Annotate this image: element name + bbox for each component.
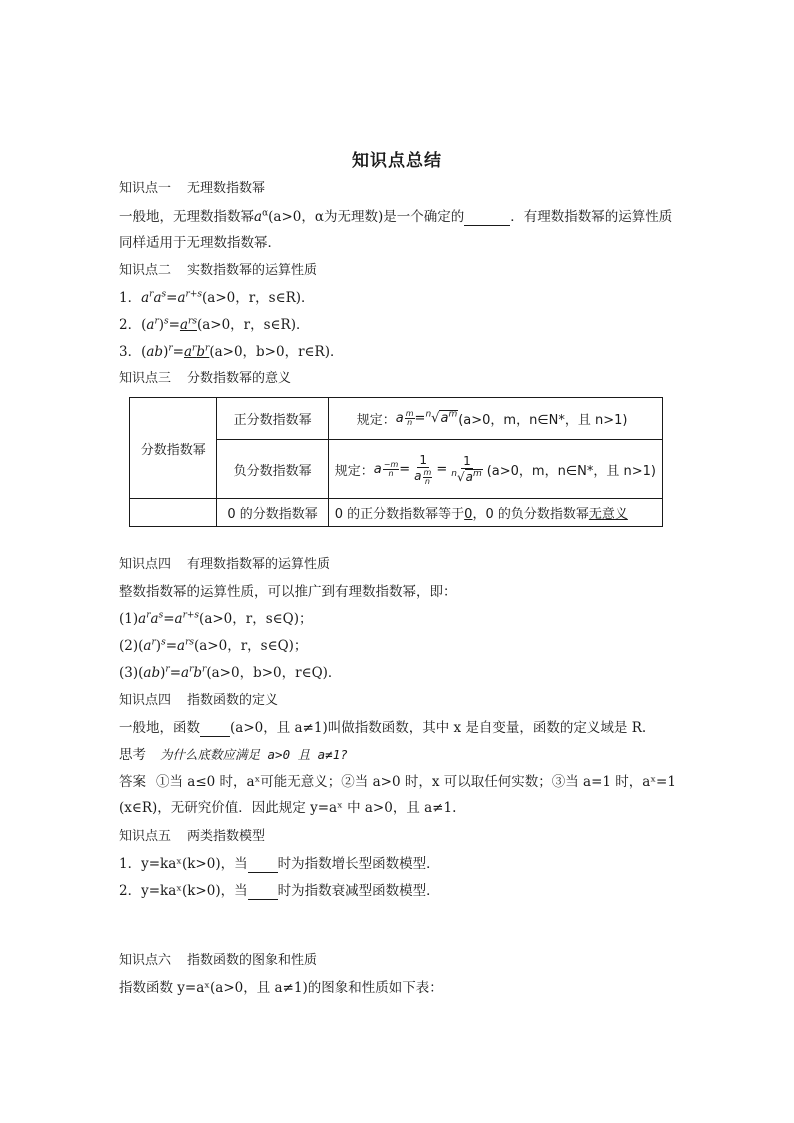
rule-4-3: $(3)(ab)^r=a^rb^r(a>0$，b>0，r∈Q)． [119, 664, 342, 681]
section-4a-heading: 知识点四 有理数指数幂的运算性质 [119, 557, 331, 572]
table-cell: 规定： a m n = $^n√a^m$ (a>0，m，n∈N*，且 n>1) [328, 398, 662, 440]
section-6-heading: 知识点六 指数函数的图象和性质 [119, 953, 318, 968]
fill-blank [248, 858, 278, 873]
section-6-paragraph: 指数函数 y=aˣ(a>0，且 a≠1)的图象和性质如下表： [119, 980, 443, 996]
answer-line-1: 答案 ①当 a≤0 时，aˣ可能无意义；②当 a>0 时，x 可以取任何实数；③当 a=1 时，aˣ=1 [119, 774, 676, 790]
table-group-cell: 分数指数幂 [130, 398, 217, 499]
section-1-label: 知识点一 [119, 181, 172, 196]
section-4b-heading: 知识点四 指数函数的定义 [119, 693, 279, 708]
section-5-heading: 知识点五 两类指数模型 [119, 829, 266, 844]
table-cell: 负分数指数幂 [217, 440, 328, 499]
model-decay: 2．y=kaˣ(k>0)，当 时为指数衰减型函数模型． [119, 883, 440, 899]
rule-4-2: $(2)(a^r)^s=a^{rs}(a>0$，r，s∈Q)； [119, 637, 308, 654]
fractional-exponent-table [129, 397, 663, 527]
section-1-title: 无理数指数幂 [187, 181, 266, 196]
rule-2-3: 3．$(ab)^r=a^rb^r(a>0$，b>0，r∈R)． [119, 343, 344, 360]
table-cell [130, 499, 217, 527]
fill-blank [200, 722, 230, 737]
think-question: 思考 为什么底数应满足 a>0 且 a≠1? [119, 747, 348, 763]
rule-2-2: 2．$(a^r)^s=a^{rs}(a>0$，r，s∈R)． [119, 316, 310, 333]
table-cell: 0 的正分数指数幂等于0，0 的负分数指数幂无意义 [328, 499, 662, 527]
section-1-paragraph-line-2: 同样适用于无理数指数幂． [119, 235, 281, 251]
table-row [130, 499, 663, 527]
section-4b-definition: 一般地，函数 (a>0，且 a≠1)叫做指数函数，其中 x 是自变量，函数的定义域是 R. [119, 720, 647, 736]
section-1-paragraph-line-1: 一般地，无理数指数幂$a^\alpha(a>0$，α为无理数)是一个确定的 ．有理数指数幂的运算性质 [119, 208, 673, 225]
fill-blank [464, 211, 510, 226]
section-4a-intro: 整数指数幂的运算性质，可以推广到有理数指数幂，即： [119, 584, 457, 600]
section-2-heading: 知识点二 实数指数幂的运算性质 [119, 263, 318, 278]
rule-4-1: $(1)a^ra^s=a^{r+s}(a>0$，r，s∈Q)； [119, 610, 313, 627]
answer-line-2: (x∈R)，无研究价值．因此规定 y=aˣ 中 a>0，且 a≠1. [119, 800, 457, 816]
model-growth: 1．y=kaˣ(k>0)，当 时为指数增长型函数模型． [119, 856, 440, 872]
fill-blank [248, 885, 278, 900]
table-cell: 0 的分数指数幂 [217, 499, 328, 527]
page-title: 知识点总结 [352, 151, 442, 171]
section-3-heading: 知识点三 分数指数幂的意义 [119, 371, 292, 386]
section-1-heading [119, 180, 265, 198]
rule-2-1: 1．$a^ra^s=a^{r+s}(a>0$，r，s∈R)． [119, 289, 315, 306]
table-cell: 正分数指数幂 [217, 398, 328, 440]
table-row [130, 398, 663, 440]
table-cell: 规定： a −m n = 1 a $\frac{m}{n}$ = $\frac{1}{^n√a^m}$ (a>0，m，n∈N*，且 n>1) [328, 440, 662, 499]
